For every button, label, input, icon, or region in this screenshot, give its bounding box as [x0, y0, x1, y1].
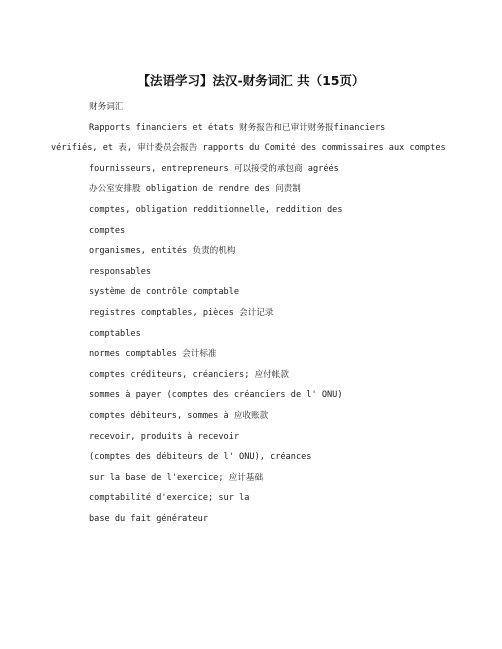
text-line: fournisseurs, entrepreneurs 可以接受的承包商 agréés	[89, 163, 339, 174]
text-line: comptes, obligation redditionnelle, reddition des	[89, 204, 343, 215]
text-line: système de contrôle comptable	[89, 287, 240, 298]
text-line: base du fait générateur	[89, 513, 208, 524]
text-line: 财务词汇	[89, 102, 124, 112]
text-line: comptabilité d'exercice; sur la	[89, 493, 250, 504]
text-line: recevoir, produits à recevoir	[89, 431, 240, 442]
text-line: normes comptables 会计标准	[89, 349, 217, 360]
text-line: comptes débiteurs, sommes à 应收账款	[89, 410, 269, 421]
text-line: registres comptables, pièces 会计记录	[89, 307, 274, 318]
text-line: comptables	[89, 328, 141, 339]
text-line: organismes, entités 负责的机构	[89, 246, 236, 257]
text-line: Rapports financiers et états 财务报告和已审计财务报financiers	[89, 122, 386, 133]
text-line: comptes	[89, 225, 126, 236]
document-body	[51, 97, 462, 529]
text-line: (comptes des débiteurs de l' ONU), créances	[89, 452, 312, 463]
text-line: responsables	[89, 266, 152, 277]
text-line: comptes créditeurs, créanciers; 应付帐款	[89, 369, 289, 380]
document-title: 【法语学习】法汉-财务词汇 共（15页）	[137, 73, 365, 88]
text-line: 办公室安排股 obligation de rendre des 问责制	[89, 184, 301, 195]
text-line: vérifiés, et 表, 审计委员会报告 rapports du Comité des commissaires aux comptes	[51, 143, 446, 154]
text-line: sommes à payer (comptes des créanciers de l' ONU)	[89, 390, 343, 401]
text-line: sur la base de l'exercice; 应计基础	[89, 472, 264, 483]
